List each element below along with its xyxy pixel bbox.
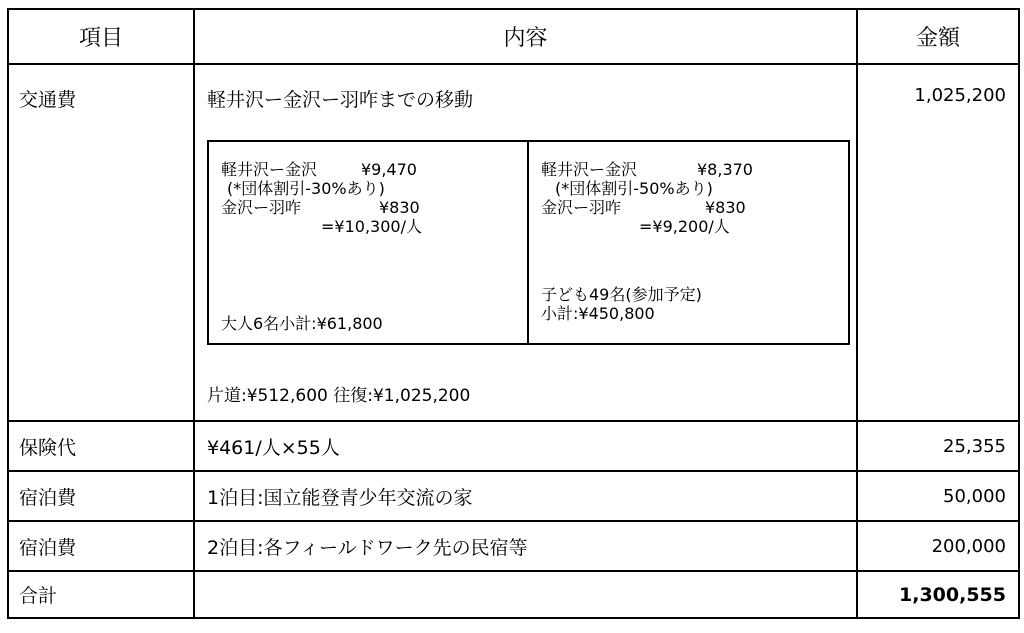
row-content: ¥461/人×55人 [194,421,857,471]
total-label: 合計 [8,571,194,618]
transport-amount: 1,025,200 [857,64,1019,421]
adult-route-2: 金沢ー羽咋 [221,198,302,217]
table-row [8,521,1019,571]
row-item: 保険代 [8,421,194,471]
child-route-2: 金沢ー羽咋 [541,198,622,217]
header-row [8,9,1019,64]
table-row-transport [8,64,1019,421]
row-content: 1泊目:国立能登青少年交流の家 [194,471,857,521]
child-count-note: 子ども49名(参加予定) [541,285,702,304]
child-fare-column [529,142,848,343]
header-item: 項目 [8,9,194,64]
adult-discount-note: (*団体割引-30%あり) [227,179,385,198]
budget-table [7,8,1020,619]
transport-summary: 片道:¥512,600 往復:¥1,025,200 [207,386,471,406]
header-amount: 金額 [857,9,1019,64]
adult-price-2: ¥830 [379,198,420,217]
adult-subtotal: 大人6名小計:¥61,800 [221,314,383,333]
total-content [194,571,857,618]
fare-breakdown-box [207,140,850,345]
row-amount: 50,000 [857,471,1019,521]
adult-per-person: =¥10,300/人 [321,217,422,236]
child-price-2: ¥830 [705,198,746,217]
child-discount-note: (*団体割引-50%あり) [555,179,713,198]
header-content: 内容 [194,9,857,64]
row-item: 宿泊費 [8,471,194,521]
row-item: 宿泊費 [8,521,194,571]
transport-content [194,64,857,421]
row-content: 2泊目:各フィールドワーク先の民宿等 [194,521,857,571]
child-per-person: =¥9,200/人 [639,217,730,236]
adult-price-1: ¥9,470 [361,160,417,179]
table-row [8,471,1019,521]
child-subtotal: 小計:¥450,800 [541,304,655,323]
transport-item: 交通費 [8,64,194,421]
total-amount: 1,300,555 [857,571,1019,618]
child-price-1: ¥8,370 [697,160,753,179]
transport-title: 軽井沢ー金沢ー羽咋までの移動 [207,89,474,111]
table-row [8,421,1019,471]
row-amount: 25,355 [857,421,1019,471]
adult-fare-column [209,142,529,343]
row-amount: 200,000 [857,521,1019,571]
adult-route-1: 軽井沢ー金沢 [221,160,318,179]
total-row [8,571,1019,618]
child-route-1: 軽井沢ー金沢 [541,160,638,179]
